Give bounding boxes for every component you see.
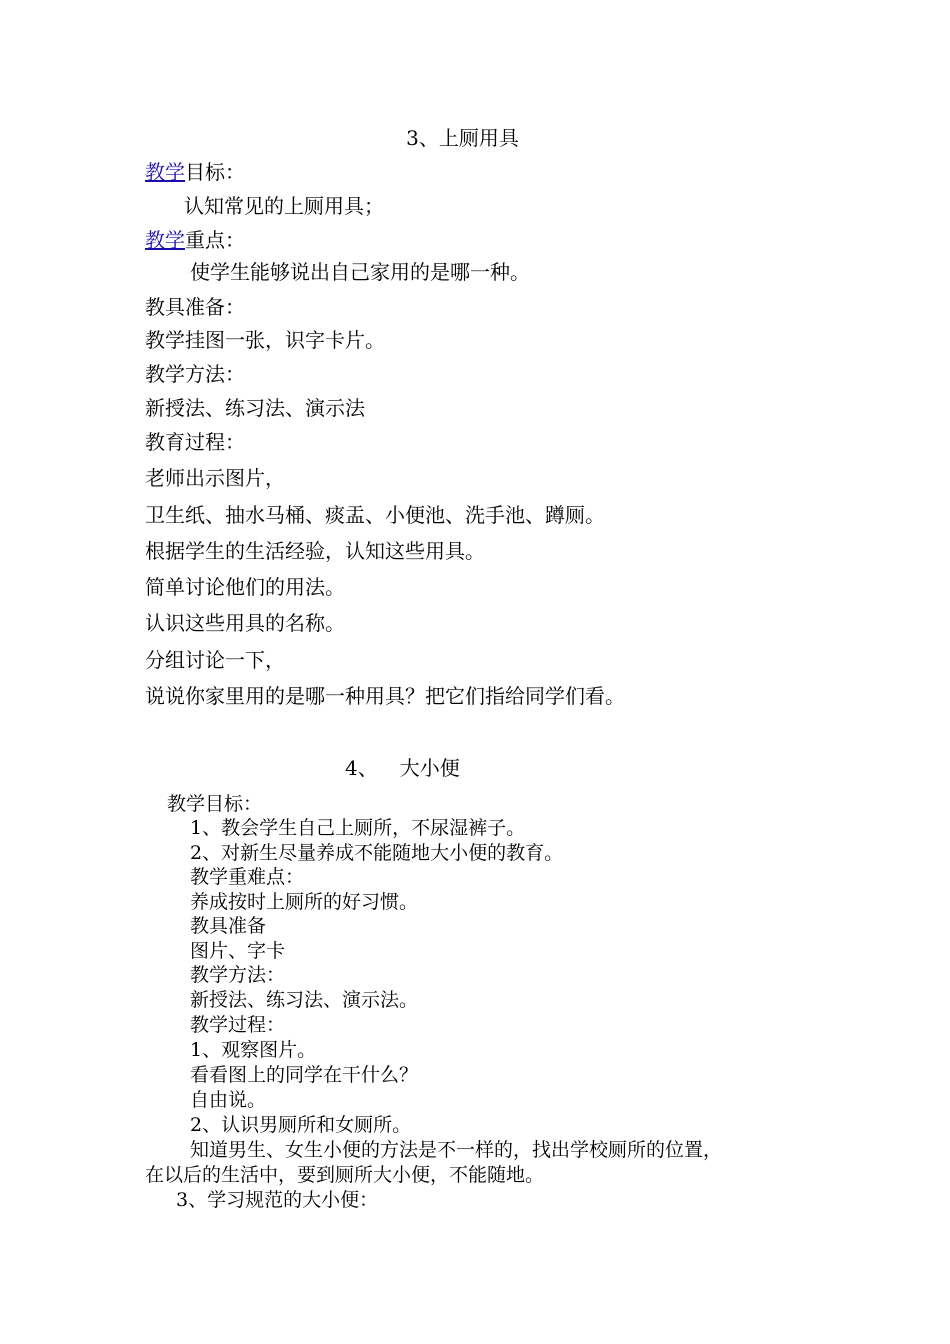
lesson4-title-text: 大小便 [399, 756, 460, 780]
lesson4-line: 1、教会学生自己上厕所，不尿湿裤子。 [190, 817, 526, 839]
lesson3-focus-label: 重点： [185, 228, 245, 252]
lesson4-line: 知道男生、女生小便的方法是不一样的，找出学校厕所的位置， [190, 1139, 723, 1161]
lesson3-step: 老师出示图片， [145, 466, 285, 490]
lesson3-tools-label: 教具准备： [145, 295, 245, 319]
lesson3-method-text: 新授法、练习法、演示法 [145, 396, 365, 420]
lesson4-line: 2、认识男厕所和女厕所。 [190, 1114, 412, 1136]
lesson3-step: 分组讨论一下， [145, 648, 285, 672]
lesson4-line: 教学过程： [190, 1014, 286, 1036]
lesson4-line: 图片、字卡 [190, 940, 286, 962]
lesson4-line: 1、观察图片。 [190, 1039, 317, 1061]
lesson3-step: 说说你家里用的是哪一种用具？把它们指给同学们看。 [145, 684, 625, 708]
lesson3-method-label: 教学方法： [145, 362, 245, 386]
lesson4-line: 新授法、练习法、演示法。 [190, 989, 419, 1011]
lesson4-line: 看看图上的同学在干什么？ [190, 1064, 419, 1086]
lesson3-tools-text: 教学挂图一张，识字卡片。 [145, 328, 385, 352]
lesson3-focus-heading [145, 228, 245, 252]
lesson4-line: 在以后的生活中，要到厕所大小便，不能随地。 [145, 1164, 545, 1186]
lesson4-title [345, 756, 460, 780]
lesson4-line: 教具准备 [190, 915, 267, 937]
lesson4-line: 教学目标： [167, 793, 263, 815]
lesson3-goal-text: 认知常见的上厕用具； [184, 194, 384, 218]
lesson3-goal-heading [145, 160, 245, 184]
lesson4-line: 3、学习规范的大小便： [176, 1189, 379, 1211]
lesson3-step: 简单讨论他们的用法。 [145, 575, 345, 599]
lesson3-focus-text: 使学生能够说出自己家用的是哪一种。 [190, 260, 530, 284]
lesson3-title: 3、上厕用具 [406, 126, 519, 150]
lesson3-process-label: 教育过程： [145, 430, 245, 454]
lesson3-goal-link[interactable]: 教学 [145, 160, 185, 184]
lesson3-step: 根据学生的生活经验，认知这些用具。 [145, 539, 485, 563]
lesson4-line: 养成按时上厕所的好习惯。 [190, 891, 419, 913]
lesson3-focus-link[interactable]: 教学 [145, 228, 185, 252]
lesson3-step: 卫生纸、抽水马桶、痰盂、小便池、洗手池、蹲厕。 [145, 503, 605, 527]
lesson4-title-num: 4、 [345, 756, 378, 780]
lesson4-line: 2、对新生尽量养成不能随地大小便的教育。 [190, 842, 564, 864]
lesson4-line: 教学重难点： [190, 866, 305, 888]
lesson4-line: 自由说。 [190, 1089, 267, 1111]
lesson3-step: 认识这些用具的名称。 [145, 611, 345, 635]
lesson3-goal-label: 目标： [185, 160, 245, 184]
lesson4-line: 教学方法： [190, 964, 286, 986]
